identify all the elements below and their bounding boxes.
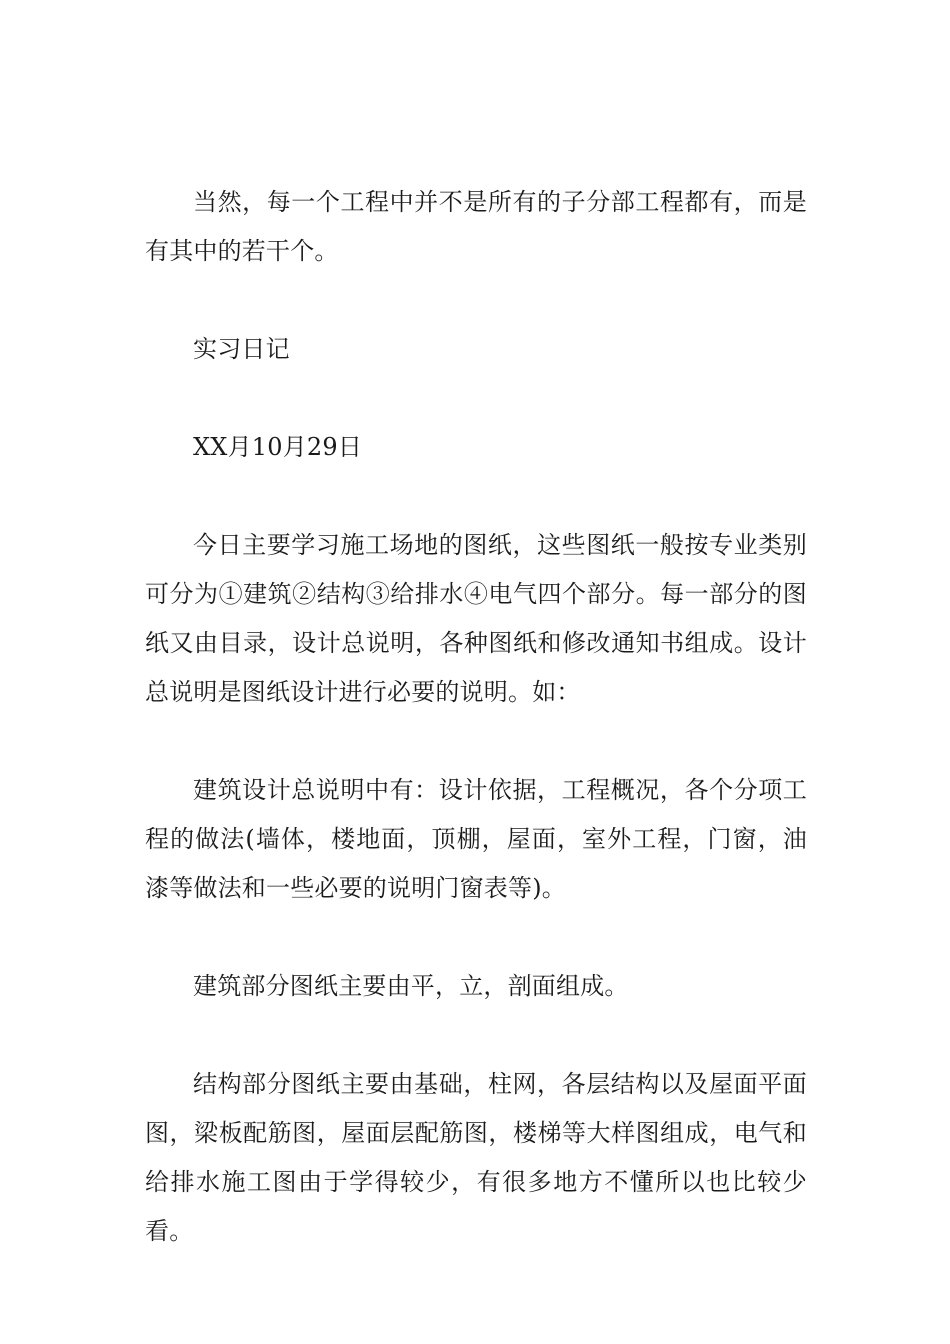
heading-internship-diary: 实习日记 (193, 335, 290, 363)
document-body (145, 178, 807, 1256)
paragraph-architectural-drawings: 建筑部分图纸主要由平，立，剖面组成。 (193, 972, 629, 1000)
paragraph-structural-drawings: 结构部分图纸主要由基础，柱网，各层结构以及屋面平面图，梁板配筋图，屋面层配筋图，楼梯等大样图组成，电气和给排水施工图由于学得较少，有很多地方不懂所以也比较少看。 (145, 1070, 807, 1245)
paragraph-architectural-notes: 建筑设计总说明中有：设计依据，工程概况，各个分项工程的做法(墙体，楼地面，顶棚，屋面，室外工程，门窗，油漆等做法和一些必要的说明门窗表等)。 (145, 776, 807, 902)
paragraph-subproject-note: 当然，每一个工程中并不是所有的子分部工程都有，而是有其中的若干个。 (145, 188, 807, 265)
diary-date: XX月10月29日 (193, 433, 363, 461)
paragraph-drawings-study: 今日主要学习施工场地的图纸，这些图纸一般按专业类别可分为①建筑②结构③给排水④电气四个部分。每一部分的图纸又由目录，设计总说明，各种图纸和修改通知书组成。设计总说明是图纸设计进行必要的说明。如： (145, 531, 807, 706)
